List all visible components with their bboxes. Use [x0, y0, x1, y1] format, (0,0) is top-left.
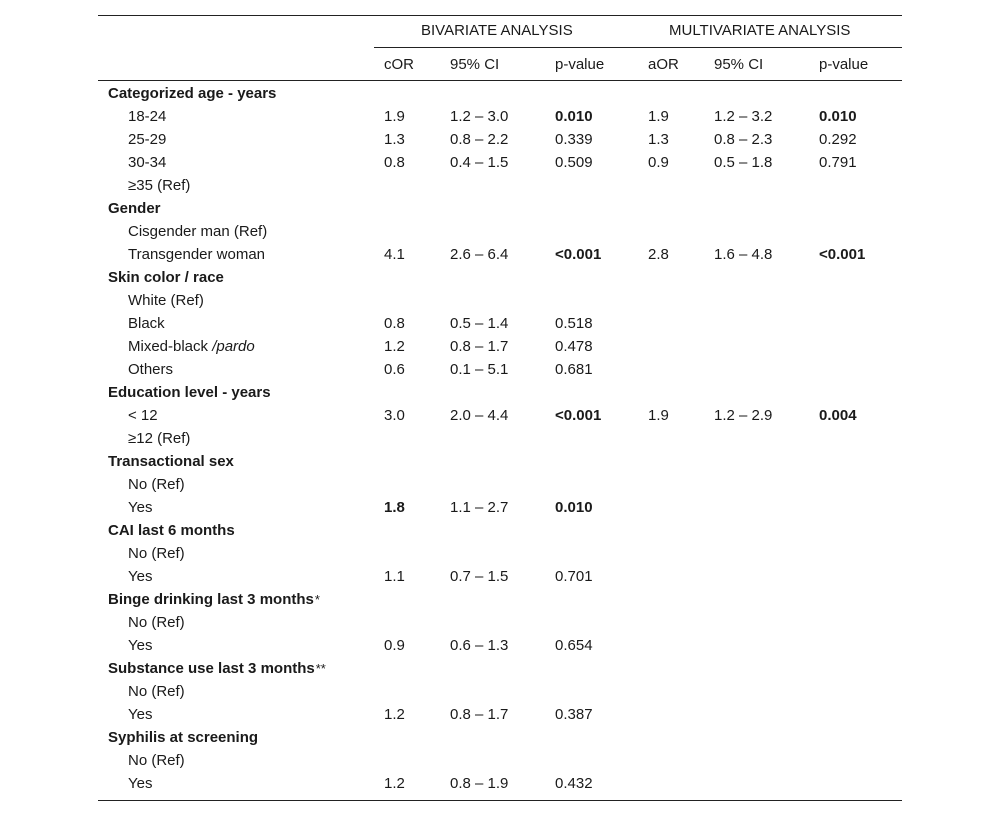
footnote-marker: * [314, 592, 320, 607]
cell-p-biv: 0.478 [555, 338, 593, 355]
bottom-rule [98, 800, 902, 801]
cell-cor: 1.9 [384, 108, 405, 125]
col-header-p-mult: p-value [819, 56, 869, 73]
table-row [98, 496, 902, 519]
cell-p-biv: 0.010 [555, 108, 593, 125]
cell-cor: 1.2 [384, 338, 405, 355]
category-label: Skin color / race [108, 269, 224, 286]
table-row [98, 749, 902, 772]
cell-cor: 0.8 [384, 154, 405, 171]
cell-p-biv: 0.387 [555, 706, 593, 723]
category-row [98, 657, 902, 680]
row-label: No (Ref) [128, 683, 185, 700]
group-rule [374, 47, 902, 48]
table-row [98, 289, 902, 312]
cell-cor: 0.6 [384, 361, 405, 378]
multivariate-header: MULTIVARIATE ANALYSIS [669, 22, 851, 39]
cell-cor: 3.0 [384, 407, 405, 424]
table-row [98, 404, 902, 427]
row-label: ≥35 (Ref) [128, 177, 191, 194]
category-label: Substance use last 3 months** [108, 660, 326, 677]
cell-p-biv: 0.509 [555, 154, 593, 171]
cell-ci-biv: 0.8 – 1.7 [450, 338, 509, 355]
category-label: Binge drinking last 3 months* [108, 591, 320, 608]
col-header-ci-biv: 95% CI [450, 56, 500, 73]
cell-cor: 1.2 [384, 775, 405, 792]
cell-aor: 1.9 [648, 407, 669, 424]
category-label: Categorized age - years [108, 85, 277, 102]
cell-aor: 0.9 [648, 154, 669, 171]
col-header-aor: aOR [648, 56, 679, 73]
cell-p-mult: 0.791 [819, 154, 857, 171]
category-row [98, 588, 902, 611]
category-row [98, 726, 902, 749]
cell-cor: 1.1 [384, 568, 405, 585]
row-label: Black [128, 315, 165, 332]
category-row [98, 519, 902, 542]
col-header-ci-mult: 95% CI [714, 56, 764, 73]
cell-aor: 2.8 [648, 246, 669, 263]
row-label: No (Ref) [128, 545, 185, 562]
cell-p-biv: <0.001 [555, 407, 602, 424]
row-label: Transgender woman [128, 246, 266, 263]
footnote-marker: ** [315, 661, 326, 676]
table-row [98, 105, 902, 128]
cell-cor: 0.9 [384, 637, 405, 654]
cell-ci-biv: 0.8 – 1.9 [450, 775, 509, 792]
cell-p-biv: 0.681 [555, 361, 593, 378]
row-label-italic: /pardo [208, 338, 255, 355]
table-row [98, 772, 902, 795]
top-rule [98, 15, 902, 16]
row-label: Cisgender man (Ref) [128, 223, 268, 240]
row-label: 25-29 [128, 131, 167, 148]
cell-ci-biv: 1.2 – 3.0 [450, 108, 509, 125]
row-label: Yes [128, 637, 153, 654]
header-rule [98, 80, 902, 81]
cell-ci-mult: 0.8 – 2.3 [714, 131, 773, 148]
cell-cor: 1.2 [384, 706, 405, 723]
row-label: No (Ref) [128, 752, 185, 769]
cell-cor: 4.1 [384, 246, 405, 263]
cell-p-biv: 0.432 [555, 775, 593, 792]
row-label: ≥12 (Ref) [128, 430, 191, 447]
cell-ci-biv: 0.6 – 1.3 [450, 637, 509, 654]
category-label: Transactional sex [108, 453, 234, 470]
category-label: CAI last 6 months [108, 522, 235, 539]
table-row [98, 565, 902, 588]
category-row [98, 266, 902, 289]
table-row [98, 128, 902, 151]
table-row [98, 680, 902, 703]
table-row [98, 312, 902, 335]
cell-p-mult: 0.292 [819, 131, 857, 148]
col-header-p-biv: p-value [555, 56, 605, 73]
table-row [98, 151, 902, 174]
row-label: Yes [128, 775, 153, 792]
cell-cor: 0.8 [384, 315, 405, 332]
row-label: Yes [128, 568, 153, 585]
cell-ci-biv: 0.8 – 2.2 [450, 131, 509, 148]
cell-p-biv: 0.010 [555, 499, 593, 516]
table-row [98, 542, 902, 565]
cell-ci-biv: 2.6 – 6.4 [450, 246, 509, 263]
cell-p-mult: 0.010 [819, 108, 857, 125]
cell-p-biv: 0.518 [555, 315, 593, 332]
category-row [98, 82, 902, 105]
row-label: Others [128, 361, 174, 378]
row-label: Yes [128, 706, 153, 723]
row-label: White (Ref) [128, 292, 204, 309]
row-label: Yes [128, 499, 153, 516]
row-label: < 12 [128, 407, 158, 424]
table-row [98, 335, 902, 358]
table-row [98, 174, 902, 197]
cell-ci-biv: 2.0 – 4.4 [450, 407, 509, 424]
cell-p-biv: 0.654 [555, 637, 593, 654]
table-row [98, 703, 902, 726]
cell-p-biv: 0.339 [555, 131, 593, 148]
col-header-cor: cOR [384, 56, 414, 73]
table-row [98, 243, 902, 266]
category-label: Education level - years [108, 384, 271, 401]
category-row [98, 381, 902, 404]
row-label: 18-24 [128, 108, 167, 125]
row-label: 30-34 [128, 154, 167, 171]
table-row [98, 220, 902, 243]
table-row [98, 611, 902, 634]
cell-aor: 1.3 [648, 131, 669, 148]
cell-aor: 1.9 [648, 108, 669, 125]
bivariate-header: BIVARIATE ANALYSIS [421, 22, 573, 39]
table-row [98, 427, 902, 450]
category-label: Syphilis at screening [108, 729, 259, 746]
cell-p-biv: 0.701 [555, 568, 593, 585]
cell-ci-mult: 1.6 – 4.8 [714, 246, 773, 263]
cell-ci-biv: 1.1 – 2.7 [450, 499, 509, 516]
row-label: No (Ref) [128, 476, 185, 493]
table-row [98, 634, 902, 657]
table-row [98, 358, 902, 381]
cell-p-mult: 0.004 [819, 407, 857, 424]
category-row [98, 450, 902, 473]
cell-cor: 1.8 [384, 499, 405, 516]
cell-ci-mult: 0.5 – 1.8 [714, 154, 773, 171]
cell-ci-biv: 0.5 – 1.4 [450, 315, 509, 332]
cell-ci-mult: 1.2 – 3.2 [714, 108, 773, 125]
row-label: Mixed-black /pardo [128, 338, 255, 355]
cell-ci-biv: 0.4 – 1.5 [450, 154, 509, 171]
cell-p-biv: <0.001 [555, 246, 602, 263]
cell-ci-biv: 0.7 – 1.5 [450, 568, 509, 585]
cell-ci-biv: 0.8 – 1.7 [450, 706, 509, 723]
category-label: Gender [108, 200, 161, 217]
cell-ci-biv: 0.1 – 5.1 [450, 361, 509, 378]
cell-cor: 1.3 [384, 131, 405, 148]
cell-ci-mult: 1.2 – 2.9 [714, 407, 773, 424]
cell-p-mult: <0.001 [819, 246, 866, 263]
table-row [98, 473, 902, 496]
row-label: No (Ref) [128, 614, 185, 631]
category-row [98, 197, 902, 220]
